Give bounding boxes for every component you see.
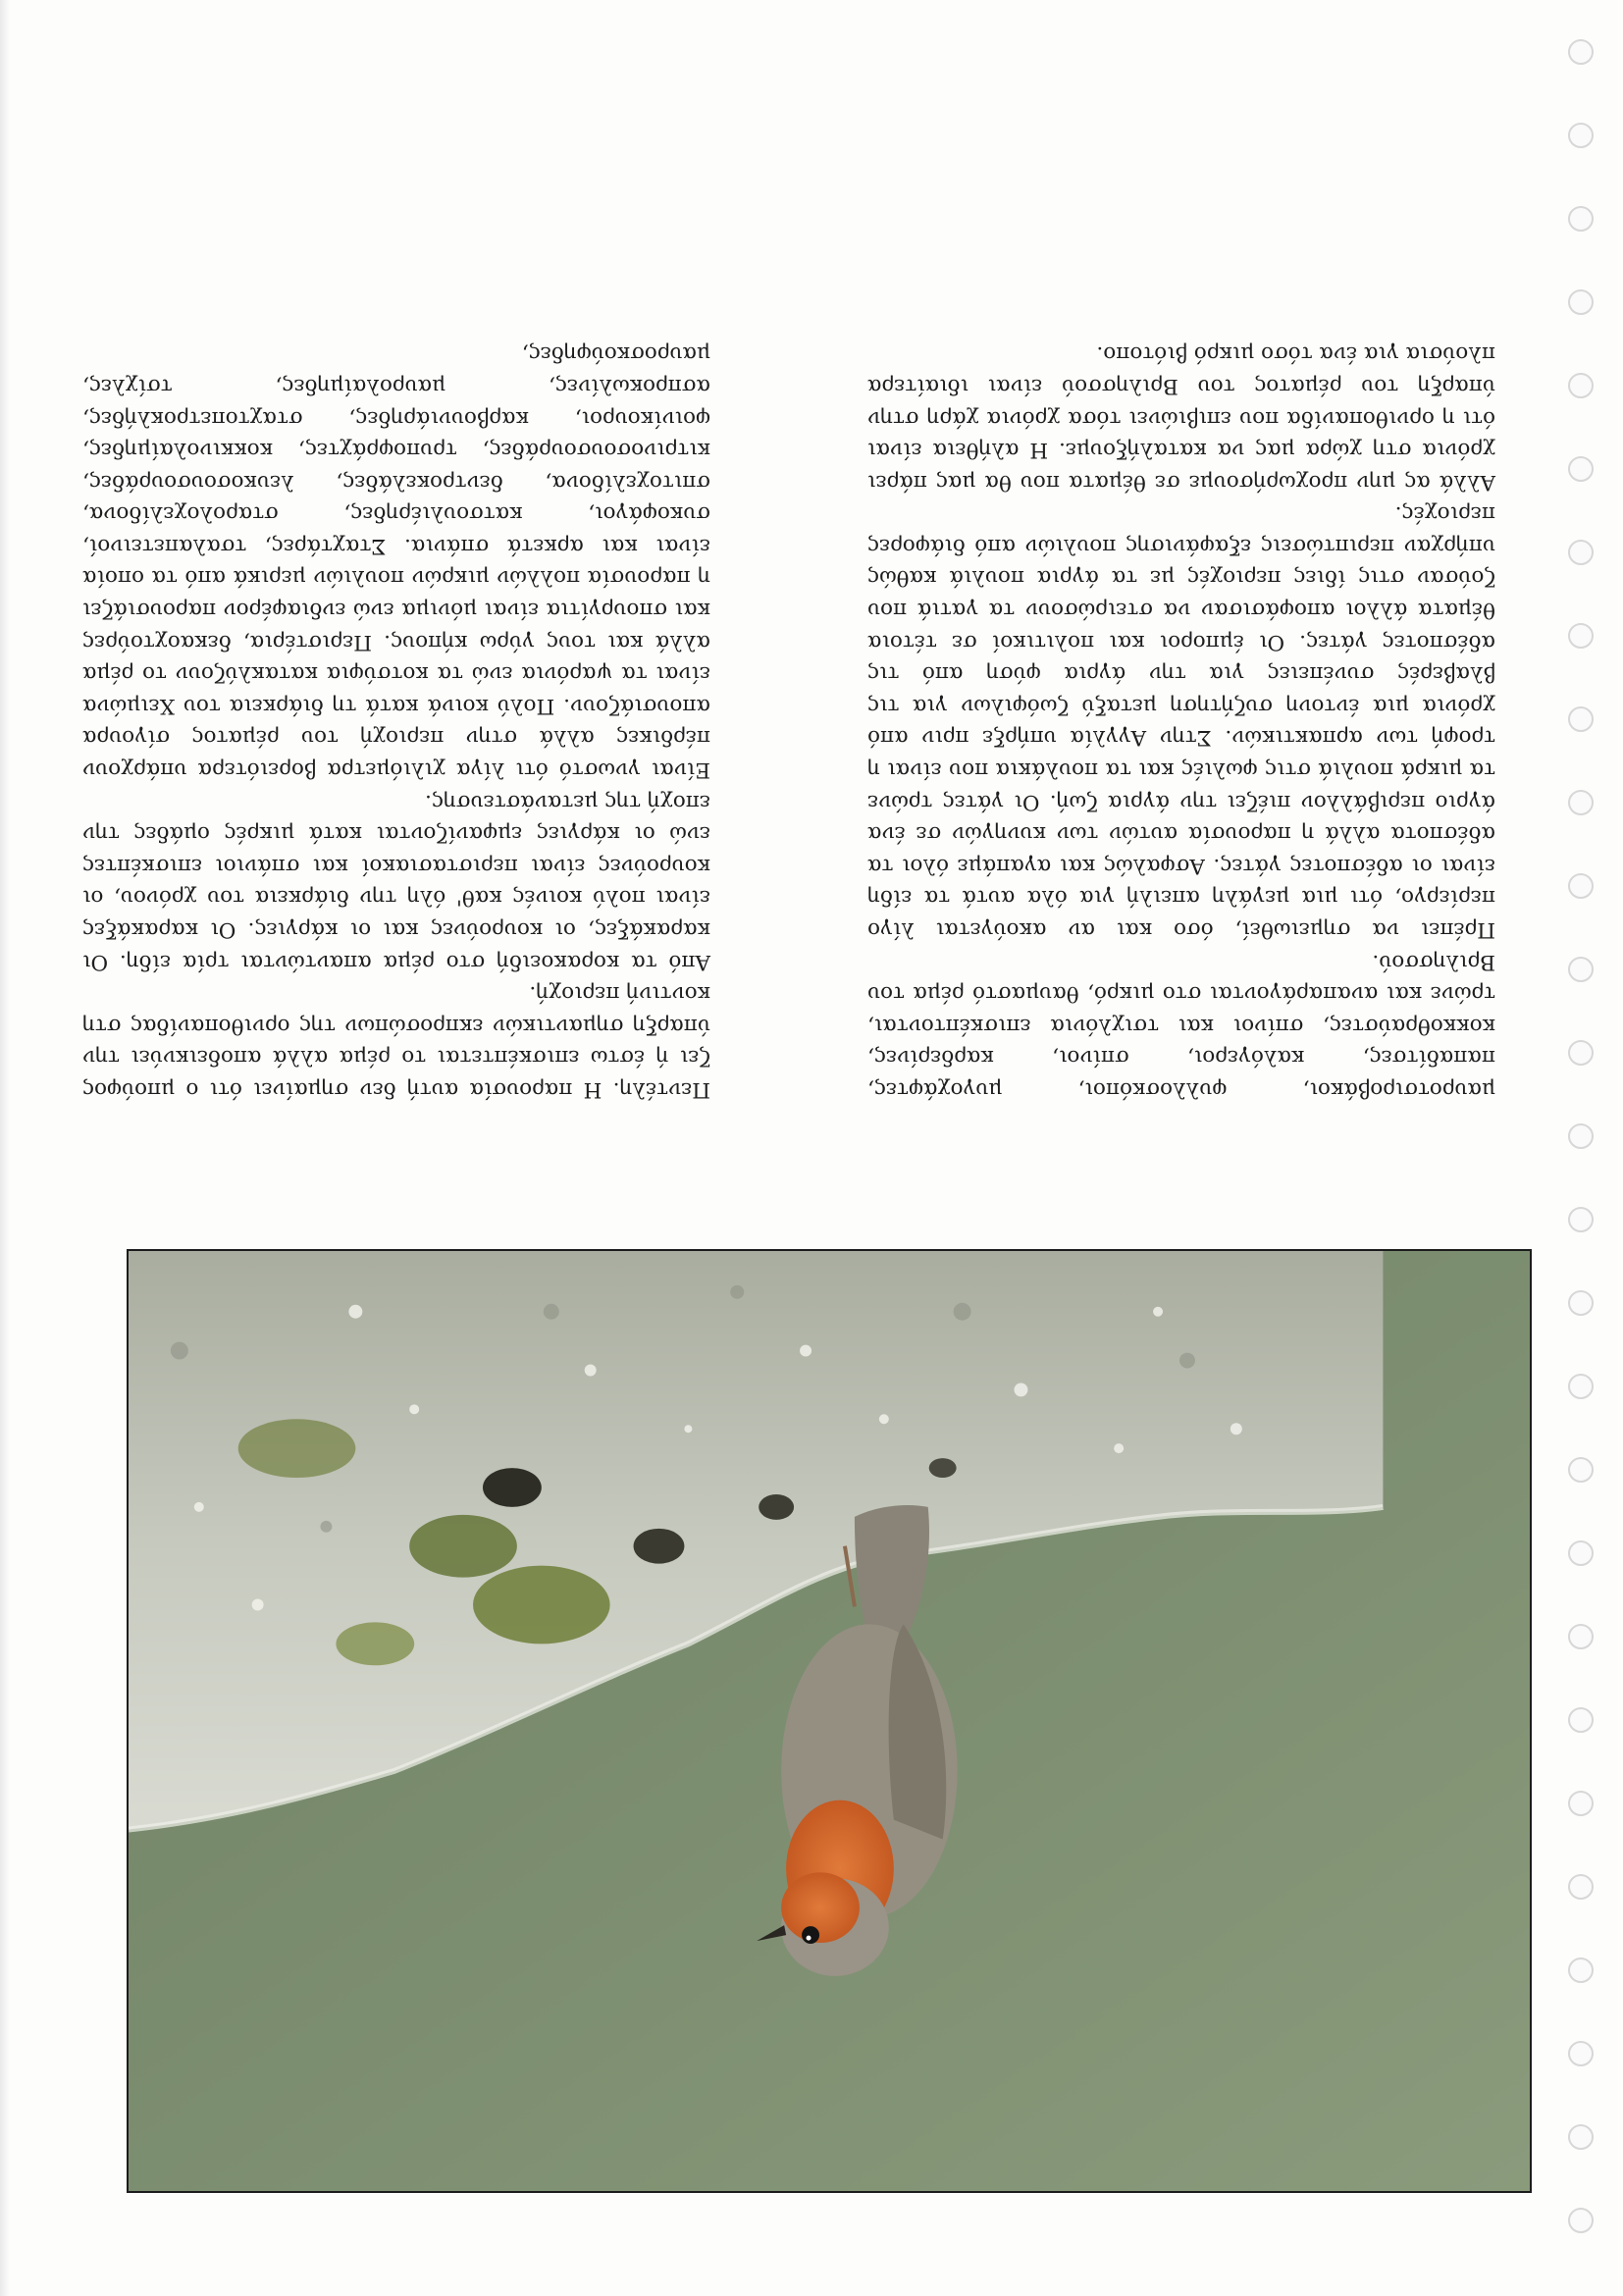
robin-on-rock-illustration xyxy=(129,1251,1530,2191)
paragraph: Από τα κορακοειδή στο ρέμα απαντώνται τρία είδη. Οι καρακάξες, οι κουρούνες και οι κάργιες. Οι καρακάξες είναι πολύ κοινές καθ' όλη την διάρκεια του χρόνου, οι κουρούνες είναι περιστασιακοί και σπάνιοι επισκέπτες ενώ οι κάργιες εμφανίζονται κατά μικρές ομάδες την εποχή της μετανάστευσης. xyxy=(82,789,710,974)
paragraph: Πρέπει να σημειωθεί, όσο και αν ακούγεται λίγο περίεργο, ότι μια μεγάλη απειλή για όλα αυτά τα είδη είναι οι αδέσποτες γάτες. Ασφαλώς και αγαπάμε όλοι τα αδέσποτα αλλά η παρουσία αυτών των κυνηγών σε ένα άγριο περιβάλλον πιέζει την άγρια ζωή. Οι γάτες τρώνε τα μικρά πουλιά στις φωλιές και τα πουλάκια που είναι η τροφή των αρπακτικών. Στην Αγγλία υπήρξε πριν από χρόνια μια έντονη συζήτηση μεταξύ ζωόφιλων για τις βλαβερές συνέπειες για την άγρια φύση από τις αδέσποτες γάτες. Οι έμποροι και πολιτικοί σε τέτοια θέματα άλλοι αποφάσισαν να στειρώσουν τα γατιά που ζούσαν στις ίδιες περιοχές με τα άγρια πουλιά καθώς υπήρχαν περιπτώσεις εξαφάνισης πουλιών από διάφορες περιοχές. xyxy=(867,501,1495,943)
text-column-left xyxy=(82,338,710,1105)
robin-photo xyxy=(127,1249,1532,2193)
text-column-right xyxy=(867,338,1495,1105)
paragraph: Αλλά ας μην προχωρήσουμε σε θέματα που θα μας πάρει χρόνια στη χώρα μας να καταλήξουμε. Η αλήθεια είναι ότι η ορνιθοπανίδα που επιβιώνει τόσα χρόνια χάρη στην ύπαρξη του ρέματος του Βριλησσού είναι ιδιαίτερα πλούσια για ένα τόσο μικρό βιότοπο. xyxy=(867,341,1495,495)
paragraph: μαυροτσιροβάκοι, φυλλοσκόποι, μυγοχάφτες, παπαδίτσες, καλόγεροι, σπίνοι, καρδερίνες, κοκκοθραύστες, σπίνοι και τσιχλόνια επισκέπτονται, τρώνε και αναπαράγονται στο μικρό, θαυμαστό ρέμα του Βριλησσού. xyxy=(867,949,1495,1102)
paragraph: Είναι γνωστό ότι λίγα χιλιόμετρα βορειότερα υπάρχουν πέρδικες αλλά στην περιοχή του ρέματος σίγουρα απουσιάζουν. Πολύ κοινά κατά τη διάρκεια του Χειμώνα είναι τα ψαρόνια ενώ τα κοτσύφια κατακλύζουν το ρέμα αλλά και τους γύρω κήπους. Περιστέρια, δεκαοχτούρες και σπουργίτια είναι μόνιμα ενώ ενδιαφέρον παρουσιάζει η παρουσία πολλών μικρών πουλιών μερικά από τα οποία είναι και αρκετά σπάνια. Σταχτάρες, τσαλαπετεινοί, συκοφάγοι, κατσουλιέρηδες, σταρολοχελίδονα, σπιτοχελίδονα, δεντροκελάδες, λευκοσουσουράδες, κιτρινοσουσουράδες, τρυποφράχτες, κοκκινολαίμηδες, φοινίκουροι, καρβουνιάρηδες, σταχτοπετροκλήδες, ασπροκωλίνες, μαυρολαίμηδες, τσίχλες, μαυροσκούφηδες, xyxy=(82,341,710,783)
paragraph: Πεντέλη. Η παρουσία αυτή δεν σημαίνει ότι ο μπούφος ζει ή έστω επισκέπτεται το ρέμα αλλά αποδεικνύει την ύπαρξη σημαντικών εκπροσώπων της ορνιθοπανίδας στη κοντινή περιοχή. xyxy=(82,981,710,1102)
